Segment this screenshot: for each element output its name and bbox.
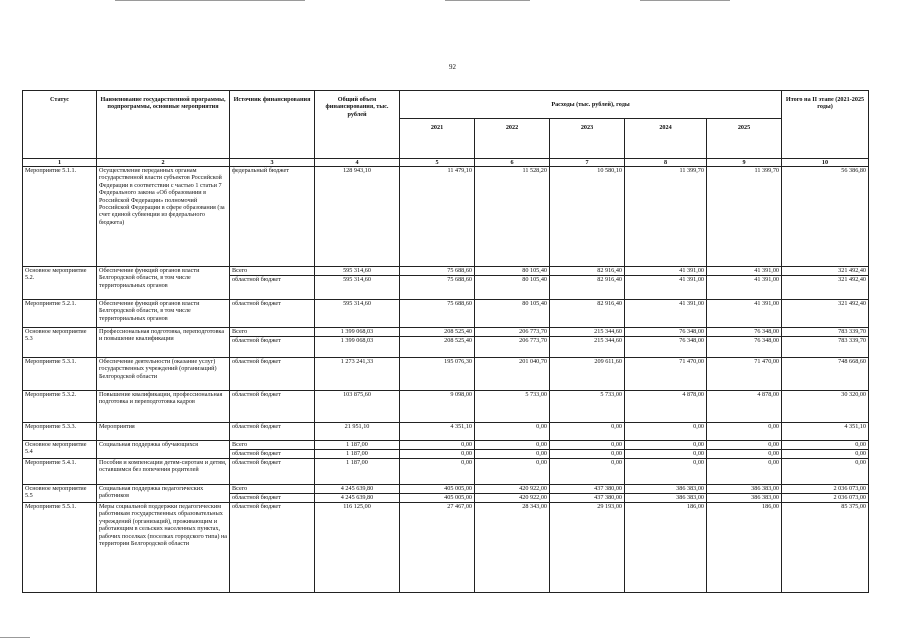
- year-2023-cell: 437 380,00: [550, 485, 625, 494]
- column-number: 8: [625, 159, 707, 167]
- total-cell: 4 245 639,80: [315, 494, 400, 503]
- total-cell: 103 875,60: [315, 391, 400, 423]
- status-cell: Мероприятие 5.3.3.: [23, 423, 97, 441]
- year-2025-cell: 41 391,00: [707, 300, 782, 328]
- year-2024-cell: 386 383,00: [625, 494, 707, 503]
- year-2021-cell: 75 688,60: [400, 300, 475, 328]
- year-2023-cell: 0,00: [550, 441, 625, 450]
- stage-total-cell: 321 492,40: [782, 300, 869, 328]
- year-2022-cell: 206 773,70: [475, 328, 550, 337]
- stage-total-cell: 4 351,10: [782, 423, 869, 441]
- year-2023-cell: 209 611,60: [550, 358, 625, 391]
- table-row: [23, 328, 869, 337]
- stage-total-cell: 85 375,00: [782, 503, 869, 593]
- column-number: 4: [315, 159, 400, 167]
- table-row: [23, 441, 869, 450]
- year-2024-cell: 41 391,00: [625, 267, 707, 276]
- column-number: 2: [97, 159, 230, 167]
- source-cell: областной бюджет: [230, 337, 315, 358]
- page-edge-mark: [0, 637, 30, 638]
- name-cell: Социальная поддержка обучающихся: [97, 441, 230, 459]
- year-2023-cell: 82 916,40: [550, 300, 625, 328]
- name-cell: Пособия и компенсации детям-сиротам и детям, оставшимся без попечения родителей: [97, 459, 230, 485]
- stage-total-cell: 2 036 073,00: [782, 485, 869, 494]
- year-2021-cell: 208 525,40: [400, 328, 475, 337]
- header-total: Общий объем финансирования, тыс. рублей: [315, 91, 400, 159]
- name-cell: Повышение квалификации, профессиональная подготовка и переподготовка кадров: [97, 391, 230, 423]
- name-cell: Обеспечение функций органов власти Белгородской области, в том числе территориальных органов: [97, 267, 230, 300]
- total-cell: 1 187,00: [315, 441, 400, 450]
- top-edge-line: [445, 0, 530, 1]
- year-2023-cell: 215 344,60: [550, 337, 625, 358]
- year-2024-cell: 0,00: [625, 423, 707, 441]
- total-cell: 595 314,60: [315, 267, 400, 276]
- total-cell: 1 187,00: [315, 459, 400, 485]
- stage-total-cell: 2 036 073,00: [782, 494, 869, 503]
- name-cell: Мероприятия: [97, 423, 230, 441]
- stage-total-cell: 0,00: [782, 450, 869, 459]
- year-2022-cell: 80 105,40: [475, 267, 550, 276]
- year-2025-cell: 0,00: [707, 459, 782, 485]
- year-2025-cell: 0,00: [707, 441, 782, 450]
- status-cell: Основное мероприятие 5.4: [23, 441, 97, 459]
- year-2023-cell: 82 916,40: [550, 276, 625, 300]
- year-2025-cell: 71 470,00: [707, 358, 782, 391]
- year-2022-cell: 201 040,70: [475, 358, 550, 391]
- header-year: 2022: [475, 119, 550, 159]
- total-cell: 1 399 068,03: [315, 337, 400, 358]
- table-row: [23, 167, 869, 267]
- year-2023-cell: 5 733,00: [550, 391, 625, 423]
- total-cell: 116 125,00: [315, 503, 400, 593]
- year-2021-cell: 27 467,00: [400, 503, 475, 593]
- year-2024-cell: 41 391,00: [625, 300, 707, 328]
- year-2021-cell: 75 688,60: [400, 276, 475, 300]
- table-row: [23, 423, 869, 441]
- stage-total-cell: 783 339,70: [782, 337, 869, 358]
- status-cell: Мероприятие 5.2.1.: [23, 300, 97, 328]
- year-2025-cell: 0,00: [707, 423, 782, 441]
- year-2021-cell: 0,00: [400, 441, 475, 450]
- financing-table: [22, 90, 869, 593]
- year-2024-cell: 41 391,00: [625, 276, 707, 300]
- year-2022-cell: 0,00: [475, 459, 550, 485]
- source-cell: Всего: [230, 485, 315, 494]
- status-cell: Мероприятие 5.4.1.: [23, 459, 97, 485]
- header-status: Статус: [23, 91, 97, 159]
- year-2025-cell: 186,00: [707, 503, 782, 593]
- year-2024-cell: 386 383,00: [625, 485, 707, 494]
- year-2025-cell: 386 383,00: [707, 494, 782, 503]
- source-cell: областной бюджет: [230, 358, 315, 391]
- year-2023-cell: 215 344,60: [550, 328, 625, 337]
- year-2022-cell: 420 922,00: [475, 494, 550, 503]
- year-2023-cell: 29 193,00: [550, 503, 625, 593]
- total-cell: 1 187,00: [315, 450, 400, 459]
- column-number: 10: [782, 159, 869, 167]
- year-2022-cell: 28 343,00: [475, 503, 550, 593]
- top-edge-line: [640, 0, 730, 1]
- year-2024-cell: 76 348,00: [625, 328, 707, 337]
- stage-total-cell: 321 492,40: [782, 267, 869, 276]
- status-cell: Мероприятие 5.3.1.: [23, 358, 97, 391]
- source-cell: областной бюджет: [230, 459, 315, 485]
- year-2024-cell: 76 348,00: [625, 337, 707, 358]
- year-2021-cell: 11 479,10: [400, 167, 475, 267]
- year-2024-cell: 0,00: [625, 450, 707, 459]
- stage-total-cell: 30 320,00: [782, 391, 869, 423]
- header-year: 2025: [707, 119, 782, 159]
- header-year: 2023: [550, 119, 625, 159]
- total-cell: 21 951,10: [315, 423, 400, 441]
- name-cell: Меры социальной поддержки педагогическим работникам государственных образовательных учреждений (организаций), проживающим и работающим в сельских населенных пунктах, рабочих поселках (поселках городского типа) на территории Белгородской области: [97, 503, 230, 593]
- name-cell: Профессиональная подготовка, переподготовка и повышение квалификации: [97, 328, 230, 358]
- source-cell: областной бюджет: [230, 276, 315, 300]
- source-cell: федеральный бюджет: [230, 167, 315, 267]
- year-2022-cell: 5 733,00: [475, 391, 550, 423]
- year-2023-cell: 82 916,40: [550, 267, 625, 276]
- source-cell: Всего: [230, 441, 315, 450]
- stage-total-cell: 0,00: [782, 459, 869, 485]
- source-cell: областной бюджет: [230, 494, 315, 503]
- table-row: [23, 358, 869, 391]
- year-2021-cell: 195 076,30: [400, 358, 475, 391]
- status-cell: Мероприятие 5.3.2.: [23, 391, 97, 423]
- stage-total-cell: 56 386,80: [782, 167, 869, 267]
- year-2021-cell: 75 688,60: [400, 267, 475, 276]
- year-2022-cell: 0,00: [475, 450, 550, 459]
- source-cell: областной бюджет: [230, 391, 315, 423]
- year-2025-cell: 76 348,00: [707, 337, 782, 358]
- stage-total-cell: 321 492,40: [782, 276, 869, 300]
- year-2024-cell: 4 878,00: [625, 391, 707, 423]
- year-2025-cell: 41 391,00: [707, 276, 782, 300]
- source-cell: областной бюджет: [230, 423, 315, 441]
- year-2021-cell: 208 525,40: [400, 337, 475, 358]
- total-cell: 1 399 068,03: [315, 328, 400, 337]
- total-cell: 595 314,60: [315, 276, 400, 300]
- column-number: 9: [707, 159, 782, 167]
- year-2024-cell: 0,00: [625, 441, 707, 450]
- name-cell: Социальная поддержка педагогических работников: [97, 485, 230, 503]
- header-year: 2024: [625, 119, 707, 159]
- source-cell: Всего: [230, 267, 315, 276]
- year-2022-cell: 80 105,40: [475, 276, 550, 300]
- year-2022-cell: 0,00: [475, 441, 550, 450]
- column-number: 7: [550, 159, 625, 167]
- header-source: Источник финансирования: [230, 91, 315, 159]
- stage-total-cell: 0,00: [782, 441, 869, 450]
- year-2021-cell: 405 005,00: [400, 494, 475, 503]
- source-cell: областной бюджет: [230, 450, 315, 459]
- table-row: [23, 300, 869, 328]
- year-2022-cell: 80 105,40: [475, 300, 550, 328]
- status-cell: Основное мероприятие 5.5: [23, 485, 97, 503]
- year-2024-cell: 0,00: [625, 459, 707, 485]
- year-2023-cell: 437 380,00: [550, 494, 625, 503]
- total-cell: 4 245 639,80: [315, 485, 400, 494]
- year-2021-cell: 4 351,10: [400, 423, 475, 441]
- source-cell: областной бюджет: [230, 300, 315, 328]
- year-2021-cell: 9 098,00: [400, 391, 475, 423]
- year-2025-cell: 0,00: [707, 450, 782, 459]
- year-2024-cell: 71 470,00: [625, 358, 707, 391]
- column-number: 3: [230, 159, 315, 167]
- total-cell: 128 943,10: [315, 167, 400, 267]
- page-number: 92: [449, 63, 456, 71]
- status-cell: Мероприятие 5.1.1.: [23, 167, 97, 267]
- top-edge-line: [115, 0, 305, 1]
- year-2021-cell: 0,00: [400, 450, 475, 459]
- year-2024-cell: 11 399,70: [625, 167, 707, 267]
- year-2025-cell: 41 391,00: [707, 267, 782, 276]
- total-cell: 1 273 241,33: [315, 358, 400, 391]
- name-cell: Обеспечение деятельности (оказание услуг) государственных учреждений (организаций) Белгородской области: [97, 358, 230, 391]
- year-2023-cell: 0,00: [550, 450, 625, 459]
- table-row: [23, 503, 869, 593]
- column-number: 5: [400, 159, 475, 167]
- status-cell: Мероприятие 5.5.1.: [23, 503, 97, 593]
- year-2025-cell: 76 348,00: [707, 328, 782, 337]
- header-year: 2021: [400, 119, 475, 159]
- source-cell: областной бюджет: [230, 503, 315, 593]
- stage-total-cell: 748 668,60: [782, 358, 869, 391]
- status-cell: Основное мероприятие 5.3: [23, 328, 97, 358]
- table-row: [23, 391, 869, 423]
- year-2025-cell: 386 383,00: [707, 485, 782, 494]
- year-2023-cell: 0,00: [550, 459, 625, 485]
- header-stage-total: Итого на II этапе (2021-2025 годы): [782, 91, 869, 159]
- name-cell: Обеспечение функций органов власти Белгородской области, в том числе территориальных органов: [97, 300, 230, 328]
- year-2025-cell: 4 878,00: [707, 391, 782, 423]
- column-number: 6: [475, 159, 550, 167]
- year-2024-cell: 186,00: [625, 503, 707, 593]
- year-2022-cell: 206 773,70: [475, 337, 550, 358]
- year-2021-cell: 405 005,00: [400, 485, 475, 494]
- source-cell: Всего: [230, 328, 315, 337]
- table-row: [23, 485, 869, 494]
- year-2022-cell: 0,00: [475, 423, 550, 441]
- year-2023-cell: 0,00: [550, 423, 625, 441]
- total-cell: 595 314,60: [315, 300, 400, 328]
- year-2021-cell: 0,00: [400, 459, 475, 485]
- year-2022-cell: 420 922,00: [475, 485, 550, 494]
- year-2023-cell: 10 580,10: [550, 167, 625, 267]
- column-number: 1: [23, 159, 97, 167]
- table-row: [23, 459, 869, 485]
- header-expenses: Расходы (тыс. рублей), годы: [400, 91, 782, 119]
- table-row: [23, 267, 869, 276]
- name-cell: Осуществление переданных органам государственной власти субъектов Российской Федерации в соответствии с частью 1 статьи 7 Федерального закона «Об образовании в Российской Федерации» полномочий Российской Федерации в сфере образования (за счет единой субвенции из федерального бюджета): [97, 167, 230, 267]
- status-cell: Основное мероприятие 5.2.: [23, 267, 97, 300]
- year-2025-cell: 11 399,70: [707, 167, 782, 267]
- year-2022-cell: 11 528,20: [475, 167, 550, 267]
- column-number-row: [23, 159, 869, 167]
- stage-total-cell: 783 339,70: [782, 328, 869, 337]
- header-name: Наименование государственной программы, подпрограммы, основные мероприятия: [97, 91, 230, 159]
